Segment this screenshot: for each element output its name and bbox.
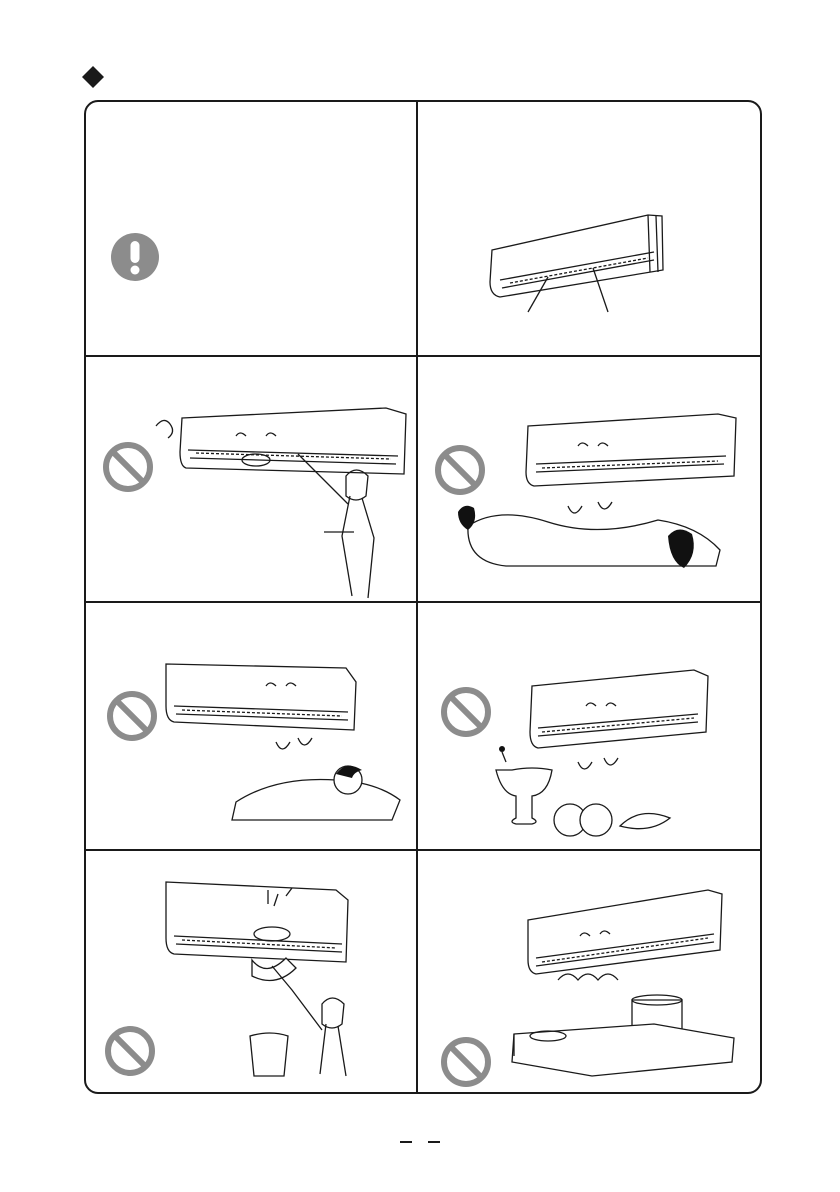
no-water-cleaning-panel xyxy=(86,850,416,1094)
page-dash-left xyxy=(400,1141,412,1143)
no-sign-icon xyxy=(104,1025,156,1077)
no-heat-source-panel xyxy=(418,850,762,1094)
exclamation-circle-icon xyxy=(110,232,160,282)
unit-callout-panel xyxy=(418,102,762,355)
no-wind-on-pets-panel xyxy=(418,356,762,601)
no-food-storage-panel xyxy=(418,602,762,849)
diamond-bullet-icon xyxy=(82,66,104,88)
no-sign-icon xyxy=(106,690,158,742)
safety-illustration-grid xyxy=(84,100,762,1094)
ac-unit-illustration xyxy=(418,102,762,355)
caution-note-panel xyxy=(86,102,416,355)
no-sign-icon xyxy=(102,441,154,493)
no-hand-in-outlet-panel xyxy=(86,356,416,601)
page-number-marks xyxy=(396,1132,446,1152)
no-sign-icon xyxy=(440,1036,492,1088)
no-sign-icon xyxy=(434,444,486,496)
no-wind-on-sleeper-panel xyxy=(86,602,416,849)
no-sign-icon xyxy=(440,686,492,738)
page-dash-right xyxy=(428,1141,440,1143)
